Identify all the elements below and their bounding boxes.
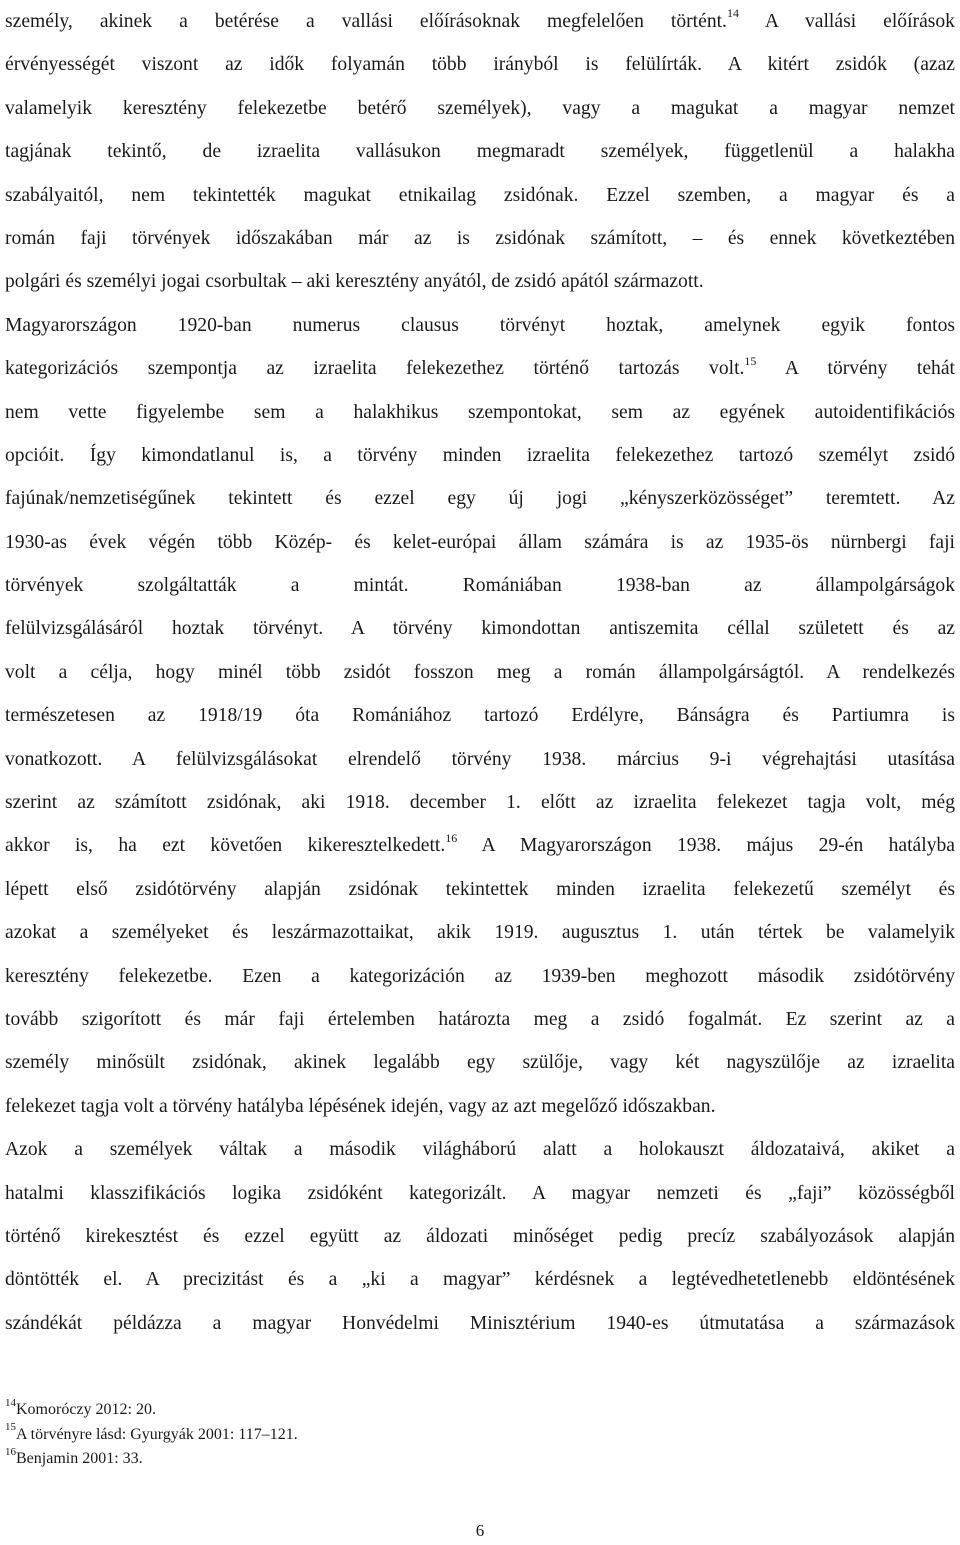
text-line-content: természetesen az 1918/19 óta Romániához tartozó Erdélyre, Bánságra és Partiumra is xyxy=(5,705,955,727)
text-line-content: román faji törvények időszakában már az is zsidónak számított, – és ennek következtében xyxy=(5,227,955,249)
footnote-reference[interactable]: 14 xyxy=(726,6,739,21)
text-line-content: érvényességét viszont az idők folyamán több irányból is felülírták. A kitért zsidók (azaz xyxy=(5,54,955,76)
text-line-content: vonatkozott. A felülvizsgálásokat elrendelő törvény 1938. március 9-i végrehajtási utasítása xyxy=(5,748,955,770)
footnote xyxy=(5,1447,705,1472)
text-line xyxy=(5,130,955,173)
text-line-content: szerint az számított zsidónak, aki 1918. december 1. előtt az izraelita felekezet tagja volt, még xyxy=(5,792,955,814)
text-line-content: törvények szolgáltatták a mintát. Romániában 1938-ban az állampolgárságok xyxy=(5,575,955,597)
text-line xyxy=(5,1172,955,1215)
text-line xyxy=(5,87,955,130)
footnote-number: 15 xyxy=(5,1421,16,1434)
text-line-content: szándékát példázza a magyar Honvédelmi Minisztérium 1940-es útmutatása a származások xyxy=(5,1312,955,1334)
page-number: 6 xyxy=(475,1521,485,1540)
text-line-content: opcióit. Így kimondatlanul is, a törvény minden izraelita felekezethez tartozó személyt zsidó xyxy=(5,444,955,466)
text-line xyxy=(5,477,955,520)
text-line-content: fajúnak/nemzetiségűnek tekintett és ezzel egy új jogi „kényszerközösséget” teremtett. Az xyxy=(5,488,955,510)
footnote-text: Komoróczy 2012: 20. xyxy=(16,1401,156,1418)
text-line-content: személy minősült zsidónak, akinek legalább egy szülője, vagy két nagyszülője az izraelita xyxy=(5,1052,955,1074)
footnote-text: Benjamin 2001: 33. xyxy=(16,1450,143,1467)
text-line xyxy=(5,0,955,43)
text-line-content: lépett első zsidótörvény alapján zsidónak tekintettek minden izraelita felekezetű személyt és xyxy=(5,878,955,900)
text-line-content: valamelyik keresztény felekezetbe betérő személyek), vagy a magukat a magyar nemzet xyxy=(5,97,955,119)
text-line-content: felülvizsgálásáról hoztak törvényt. A törvény kimondottan antiszemita céllal született és az xyxy=(5,618,955,640)
text-line xyxy=(5,651,955,694)
text-line xyxy=(5,1128,955,1171)
text-line-content: polgári és személyi jogai csorbultak – aki keresztény anyától, de zsidó apától származott. xyxy=(5,271,704,293)
text-line xyxy=(5,1302,955,1345)
text-line xyxy=(5,434,955,477)
text-line xyxy=(5,1041,955,1084)
text-line xyxy=(5,347,955,390)
text-line-content: hatalmi klasszifikációs logika zsidóként kategorizált. A magyar nemzeti és „faji” közösségből xyxy=(5,1182,955,1204)
text-line-content: azokat a személyeket és leszármazottaikat, akik 1919. augusztus 1. után tértek be valamelyik xyxy=(5,922,955,944)
text-line-content: Magyarországon 1920-ban numerus clausus törvényt hoztak, amelynek egyik fontos xyxy=(5,314,955,336)
text-line xyxy=(5,694,955,737)
text-line-content: személy, akinek a betérése a vallási előírásoknak megfelelően történt. xyxy=(5,11,727,32)
text-line xyxy=(5,260,955,303)
text-line-content: történő kirekesztést és ezzel együtt az áldozati minőséget pedig precíz szabályozások alapján xyxy=(5,1225,955,1247)
text-line-content: 1930-as évek végén több Közép- és kelet-európai állam számára is az 1935-ös nürnbergi faji xyxy=(5,531,955,553)
text-line xyxy=(5,174,955,217)
text-line xyxy=(5,1258,955,1301)
text-line xyxy=(5,738,955,781)
footnote-number: 16 xyxy=(5,1445,16,1458)
text-line-content: döntötték el. A precizitást és a „ki a magyar” kérdésnek a legtévedhetetlenebb eldöntésének xyxy=(5,1269,955,1291)
footnote-reference[interactable]: 16 xyxy=(445,830,458,845)
footnote xyxy=(5,1423,705,1448)
text-line-continuation: A Magyarországon 1938. május 29-én hatályba xyxy=(457,835,955,857)
text-line-content: felekezet tagja volt a törvény hatályba lépésének idején, vagy az azt megelőző időszakban. xyxy=(5,1095,716,1117)
text-line xyxy=(5,564,955,607)
text-line-content: tovább szigorított és már faji értelemben határozta meg a zsidó fogalmát. Ez szerint az a xyxy=(5,1008,955,1030)
text-line xyxy=(5,304,955,347)
text-line xyxy=(5,955,955,998)
text-line-continuation: A törvény tehát xyxy=(756,358,955,380)
footnote-number: 14 xyxy=(5,1396,16,1409)
text-line-content: tagjának tekintő, de izraelita vallásukon megmaradt személyek, függetlenül a halakha xyxy=(5,141,955,163)
text-line-content: keresztény felekezetbe. Ezen a kategorizáción az 1939-ben meghozott második zsidótörvény xyxy=(5,965,955,987)
text-line-content: akkor is, ha ezt követően kikeresztelkedett. xyxy=(5,835,446,857)
footnotes xyxy=(5,1398,705,1472)
text-line xyxy=(5,1215,955,1258)
text-line xyxy=(5,868,955,911)
text-line xyxy=(5,781,955,824)
text-line xyxy=(5,824,955,867)
text-line xyxy=(5,217,955,260)
footnote xyxy=(5,1398,705,1423)
text-line xyxy=(5,607,955,650)
text-line-content: kategorizációs szempontja az izraelita felekezethez történő tartozás volt. xyxy=(5,358,745,380)
footnote-reference[interactable]: 15 xyxy=(744,353,757,368)
text-line xyxy=(5,911,955,954)
footnote-text: A törvényre lásd: Gyurgyák 2001: 117–121. xyxy=(16,1425,298,1443)
text-line xyxy=(5,391,955,434)
text-line xyxy=(5,1085,955,1128)
body-text xyxy=(5,0,955,1345)
text-line-content: Azok a személyek váltak a második világháború alatt a holokauszt áldozataivá, akiket a xyxy=(5,1139,955,1161)
text-line-content: nem vette figyelembe sem a halakhikus szempontokat, sem az egyének autoidentifikációs xyxy=(5,401,955,423)
text-line-continuation: A vallási előírások xyxy=(738,11,955,32)
text-line xyxy=(5,998,955,1041)
text-line-content: volt a célja, hogy minél több zsidót fosszon meg a román állampolgárságtól. A rendelkezés xyxy=(5,661,955,683)
text-line xyxy=(5,521,955,564)
text-line xyxy=(5,43,955,86)
text-line-content: szabályaitól, nem tekintették magukat etnikailag zsidónak. Ezzel szemben, a magyar és a xyxy=(5,184,955,206)
